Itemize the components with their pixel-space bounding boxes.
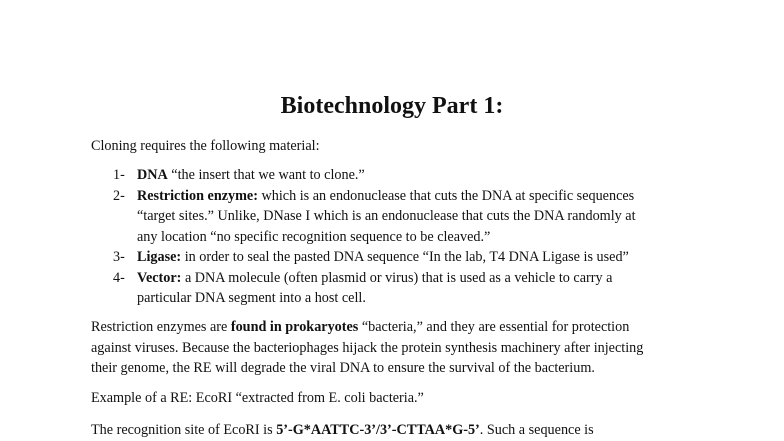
list-item-vector: [113, 268, 713, 309]
list-term: Vector:: [137, 269, 182, 286]
restriction-enzyme-paragraph: [91, 317, 701, 379]
list-term: Ligase:: [137, 249, 182, 265]
materials-list: [113, 165, 713, 309]
list-item-line: [137, 247, 713, 268]
paragraph-line: their genome, the RE will degrade the viral DNA to ensure the survival of the bacterium.: [91, 360, 595, 376]
list-number: 2-: [113, 187, 125, 204]
example-paragraph: Example of a RE: EcoRI “extracted from E. coli bacteria.”: [91, 390, 424, 406]
list-number: 4-: [113, 269, 125, 286]
recognition-site-paragraph: [91, 420, 701, 441]
paragraph-text: “bacteria,” and they are essential for protection: [358, 319, 630, 335]
list-item-line: [137, 165, 713, 186]
list-item-dna: [113, 165, 713, 186]
list-item-line: [137, 186, 713, 207]
intro-paragraph: Cloning requires the following material:: [91, 138, 320, 154]
list-text: a DNA molecule (often plasmid or virus) that is used as a vehicle to carry a: [184, 269, 613, 286]
list-item-restriction-enzyme: [113, 186, 713, 248]
list-text: in order to seal the pasted DNA sequence “In the lab, T4 DNA Ligase is used”: [184, 249, 629, 265]
paragraph-text: Restriction enzymes are: [91, 319, 231, 335]
list-text: any location “no specific recognition sequence to be cleaved.”: [137, 228, 491, 245]
list-item-line: [137, 268, 713, 289]
list-text: “the insert that we want to clone.”: [171, 167, 365, 183]
emphasis-text: found in prokaryotes: [230, 319, 359, 335]
paragraph-text: . Such a sequence is: [479, 422, 594, 438]
paragraph-line: [91, 317, 701, 338]
list-text: which is an endonuclease that cuts the DNA at specific sequences: [261, 187, 635, 204]
paragraph-line: against viruses. Because the bacteriophages hijack the protein synthesis machinery after injecting: [91, 339, 644, 356]
list-item-ligase: [113, 247, 713, 268]
list-term: DNA: [137, 167, 168, 183]
sequence-text: 5’-G*AATTC-3’/3’-CTTAA*G-5’: [276, 422, 480, 438]
list-text: “target sites.” Unlike, DNase I which is an endonuclease that cuts the DNA randomly at: [137, 208, 636, 224]
paragraph-text: The recognition site of EcoRI is: [91, 422, 277, 438]
list-number: 3-: [113, 249, 125, 265]
document-title: Biotechnology Part 1:: [280, 93, 504, 119]
list-term: Restriction enzyme:: [137, 187, 258, 204]
list-text: particular DNA segment into a host cell.: [137, 290, 366, 306]
list-number: 1-: [113, 167, 125, 183]
